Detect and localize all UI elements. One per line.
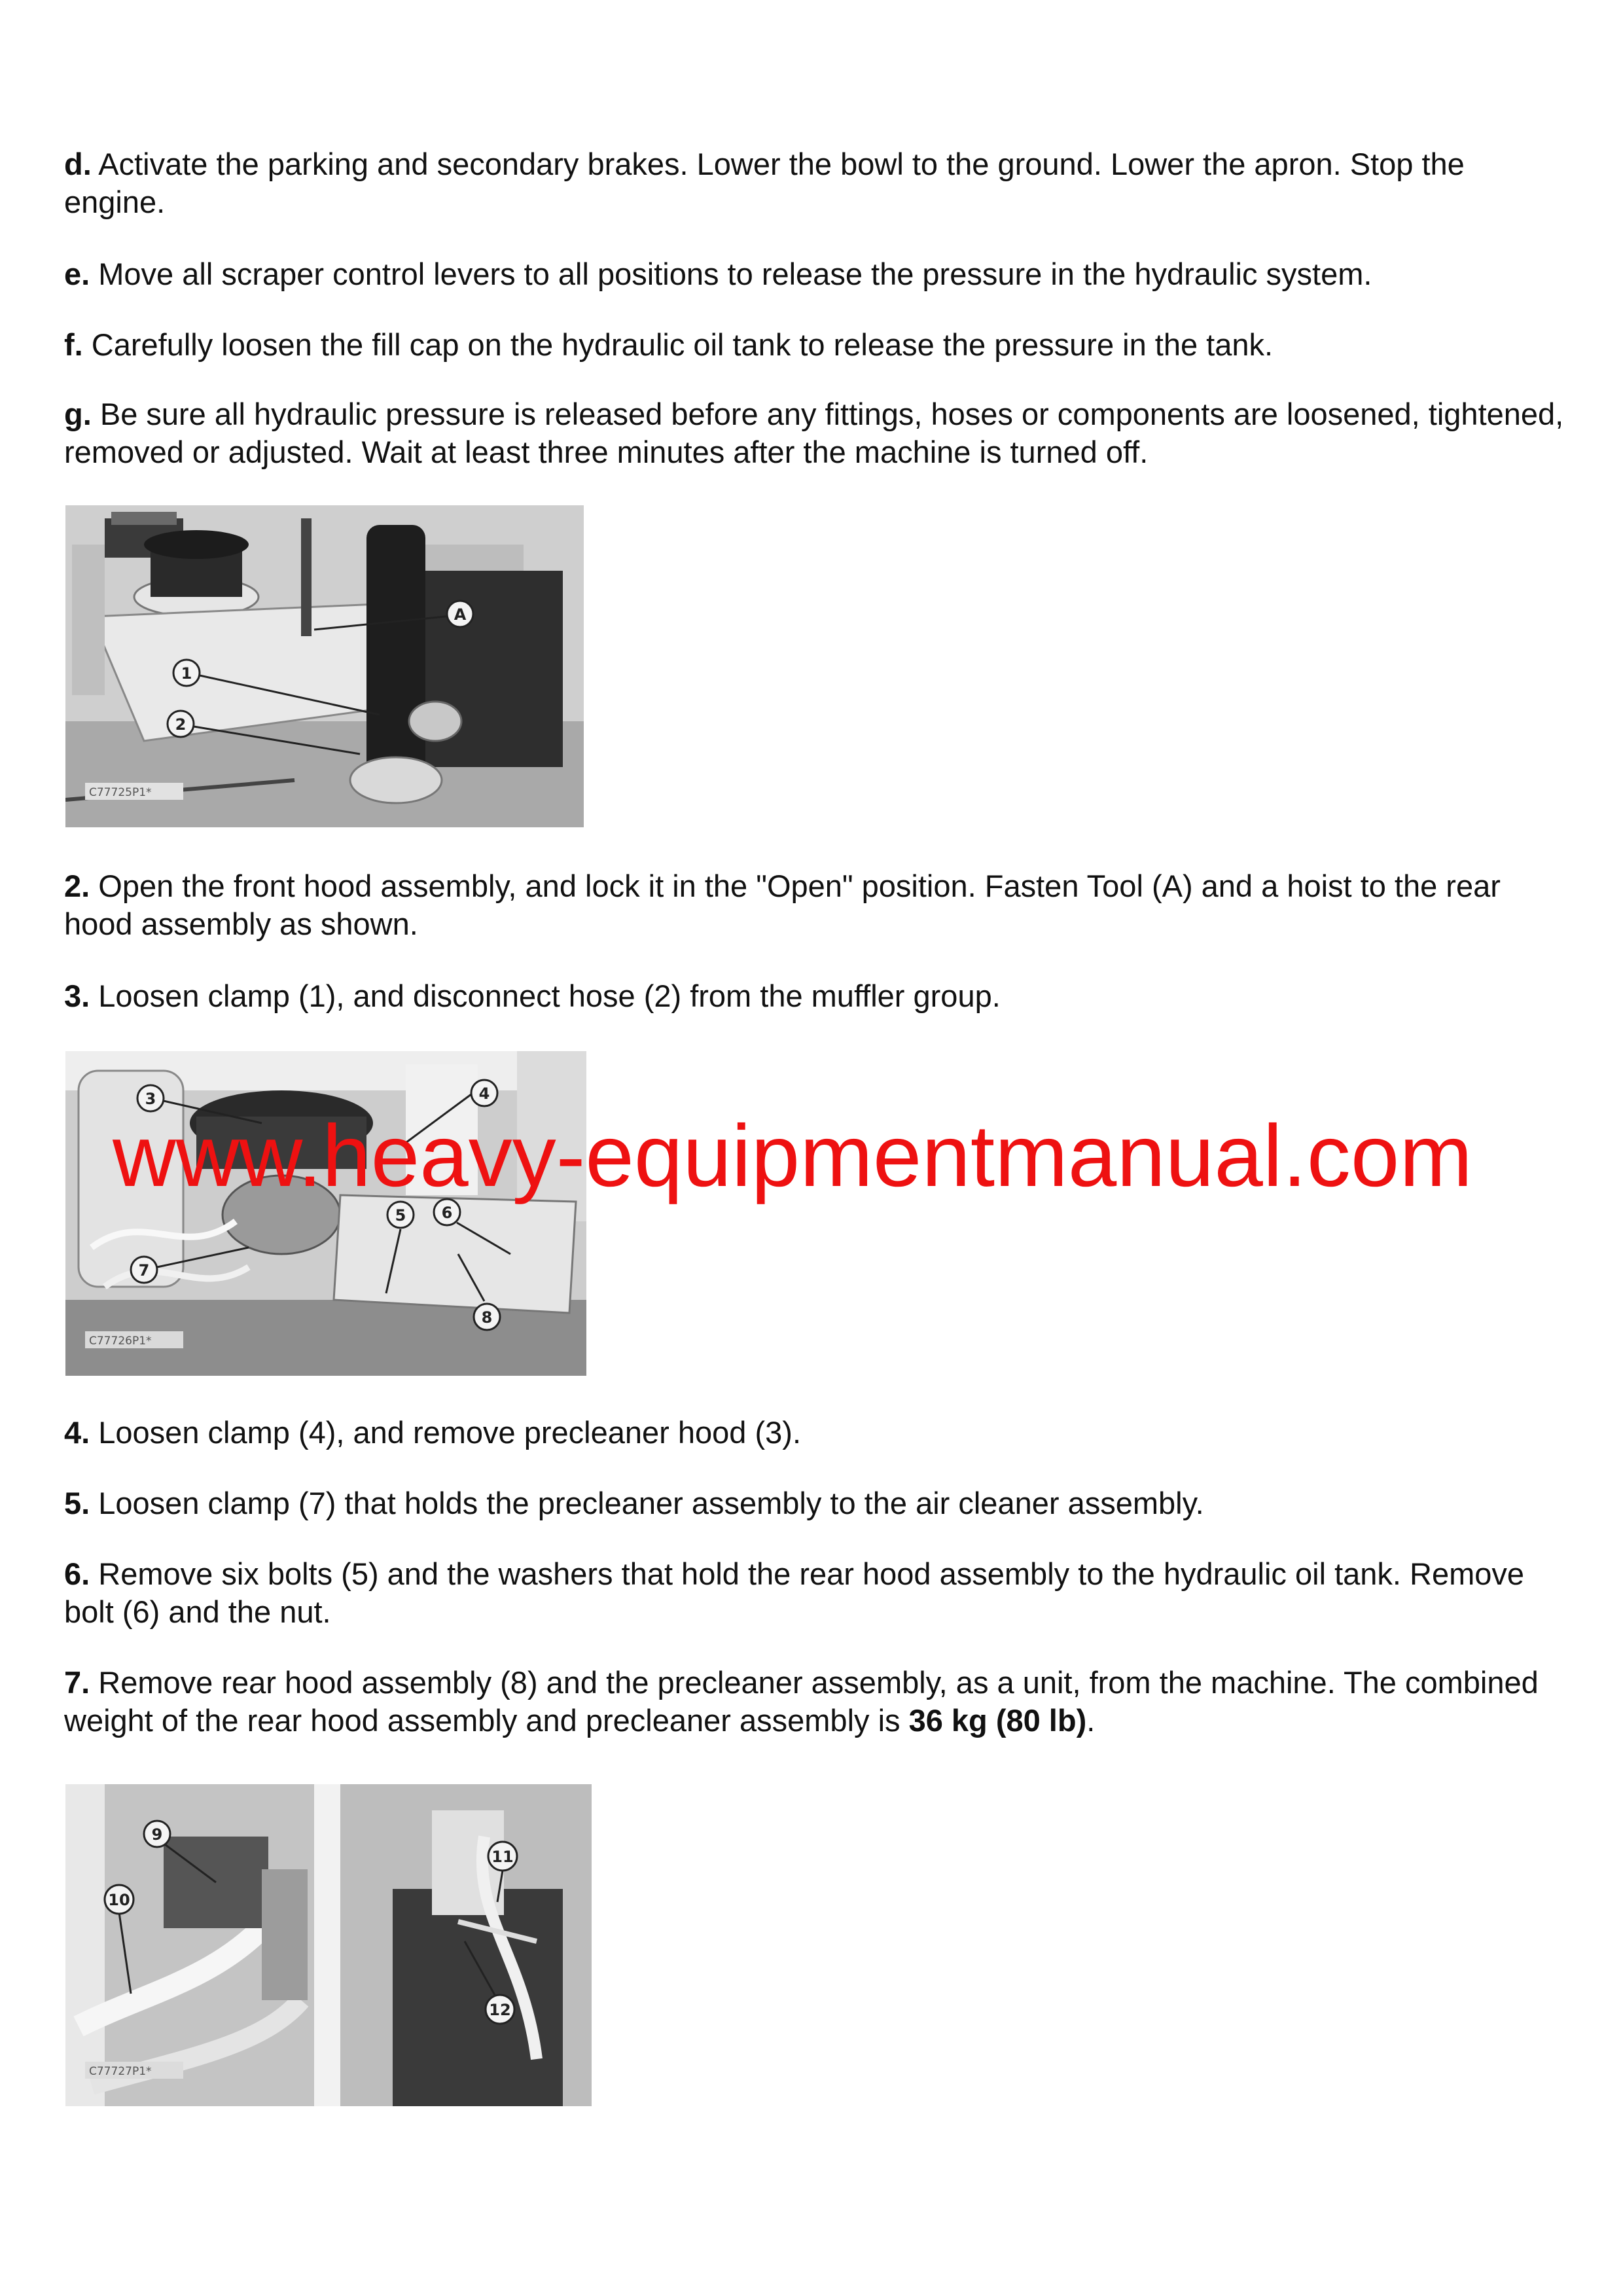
callout-5: 5: [395, 1206, 406, 1225]
step-text: Remove six bolts (5) and the washers that hold the rear hood assembly to the hydraulic oil tank. Remove bolt (6) and the nut.: [64, 1556, 1525, 1629]
callout-2: 2: [175, 715, 187, 734]
step-text: Be sure all hydraulic pressure is released before any fittings, hoses or components are loosened, tightened, removed or adjusted. Wait at least three minutes after the machine is turned off.: [64, 397, 1564, 469]
step-text: Remove rear hood assembly (8) and the precleaner assembly, as a unit, from the machine. The combined weight of the rear hood assembly and precleaner assembly is: [64, 1665, 1539, 1738]
callout-4: 4: [478, 1085, 490, 1103]
callout-3: 3: [145, 1090, 156, 1108]
step-label: 4.: [64, 1415, 90, 1450]
step-label: g.: [64, 397, 92, 431]
figure-1-photo: [65, 505, 584, 827]
step-6: [64, 1555, 1569, 1631]
callout-7: 7: [138, 1261, 150, 1280]
callout-9: 9: [151, 1825, 163, 1844]
callout-1: 1: [181, 664, 192, 683]
figure-3-photo: [65, 1784, 592, 2106]
step-text: Move all scraper control levers to all positions to release the pressure in the hydraulic system.: [90, 257, 1372, 291]
callout-8: 8: [481, 1308, 493, 1327]
step-7: [64, 1664, 1569, 1740]
callout-10: 10: [108, 1891, 130, 1909]
step-text: Loosen clamp (4), and remove precleaner hood (3).: [90, 1415, 802, 1450]
step-label: d.: [64, 147, 92, 181]
step-text: Carefully loosen the fill cap on the hydraulic oil tank to release the pressure in the tank.: [82, 327, 1274, 362]
step-end: .: [1086, 1703, 1096, 1738]
step-text: Activate the parking and secondary brakes. Lower the bowl to the ground. Lower the apron. Stop the engine.: [64, 147, 1465, 219]
step-text: Loosen clamp (7) that holds the precleaner assembly to the air cleaner assembly.: [90, 1486, 1204, 1520]
figure-3-illustration: [65, 1784, 592, 2106]
callout-A: A: [454, 605, 467, 624]
step-3: [64, 977, 1569, 1015]
step-label: 3.: [64, 978, 90, 1013]
step-d: [64, 145, 1569, 221]
step-label: 6.: [64, 1556, 90, 1591]
step-weight: 36 kg (80 lb): [908, 1703, 1087, 1738]
step-label: e.: [64, 257, 90, 291]
callout-11: 11: [491, 1848, 514, 1866]
step-4: [64, 1414, 1569, 1452]
step-2: [64, 867, 1569, 943]
step-label: 2.: [64, 869, 90, 903]
figure-3-code: C77727P1*: [89, 2065, 152, 2078]
figure-2-illustration: [65, 1051, 586, 1376]
step-e: [64, 255, 1569, 293]
figure-2-photo: [65, 1051, 586, 1376]
step-text: Loosen clamp (1), and disconnect hose (2) from the muffler group.: [90, 978, 1001, 1013]
figure-2-code: C77726P1*: [89, 1335, 152, 1348]
step-label: f.: [64, 327, 83, 362]
callout-6: 6: [441, 1204, 453, 1222]
step-f: [64, 326, 1569, 364]
watermark-text: www.heavy-equipmentmanual.com: [113, 1107, 1472, 1205]
step-text: Open the front hood assembly, and lock it in the "Open" position. Fasten Tool (A) and a hoist to the rear hood assembly as shown.: [64, 869, 1501, 941]
figure-1-code: C77725P1*: [89, 786, 152, 799]
step-5: [64, 1484, 1569, 1522]
step-g: [64, 395, 1569, 471]
step-label: 5.: [64, 1486, 90, 1520]
step-label: 7.: [64, 1665, 90, 1700]
callout-12: 12: [489, 2001, 511, 2019]
figure-1-illustration: [65, 505, 584, 827]
